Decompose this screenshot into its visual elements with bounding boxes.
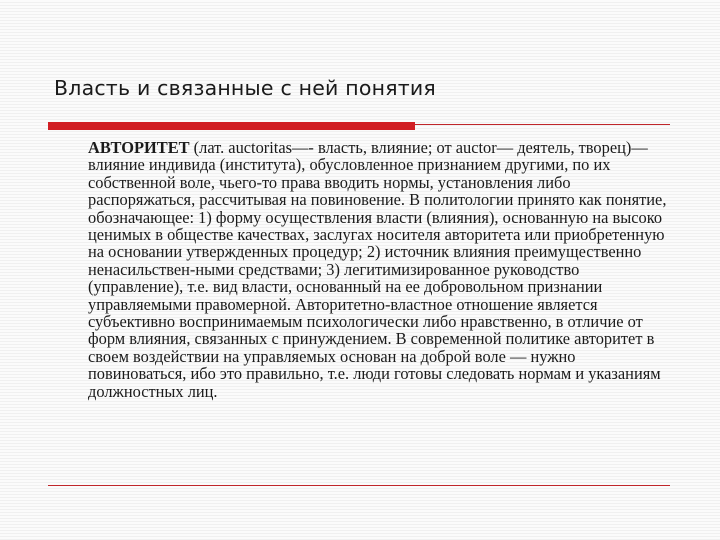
body-term: АВТОРИТЕТ [88, 138, 190, 157]
body-text: (лат. auctoritas—- власть, влияние; от auctor— деятель, творец)— влияние индивида (института), обусловленное признанием другими, по их собственной воле, чьего-то права вводить нормы, установления либо распоряжаться, рассчитывая на повиновение. В политологии принято как понятие, обозначающее: 1) форму осуществления власти (влияния), основанную на высоко ценимых в обществе качествах, заслугах носителя авторитета или приобретенную на основании утвержденных процедур; 2) источник влияния преимущественно ненасильствен-ными средствами; 3) легитимизированное руководство (управление), т.е. вид власти, основанный на ее добровольном признании управляемыми правомерной. Авторитетно-властное отношение является субъективно воспринимаемым психологически либо нравственно, в отличие от форм влияния, связанных с принуждением. В современной политике авторитет в своем воздействии на управляемых основан на доброй воле — нужно повиноваться, ибо это правильно, т.е. люди готовы следовать нормам и указаниям должностных лиц. [88, 138, 667, 401]
footer-rule [48, 485, 670, 486]
title-underline-accent-bar [48, 122, 415, 130]
body-paragraph [88, 139, 674, 400]
slide-title: Власть и связанные с ней понятия [54, 76, 436, 100]
